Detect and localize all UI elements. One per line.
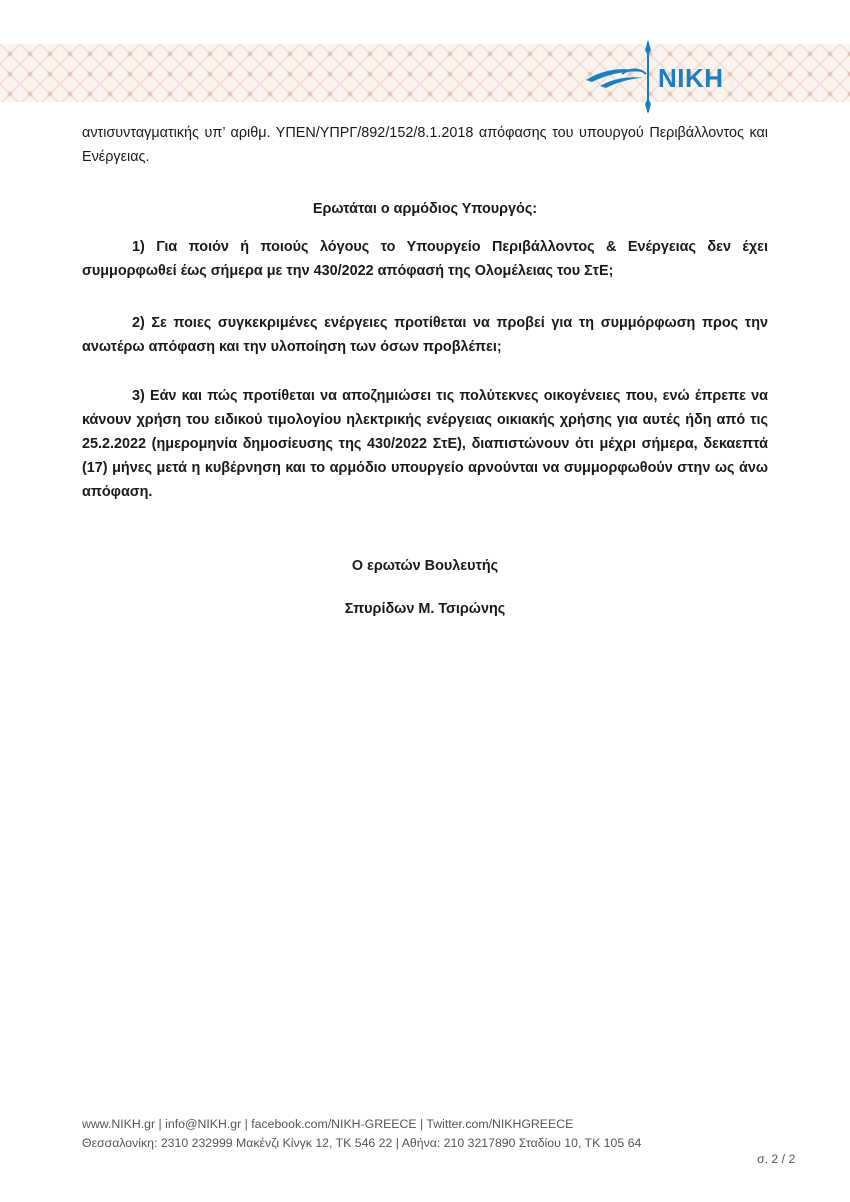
- footer: [82, 1115, 641, 1153]
- footer-address-line: Θεσσαλονίκη: 2310 232999 Μακένζι Κίνγκ 12, ΤΚ 546 22 | Αθήνα: 210 3217890 Σταδίου 10, ΤΚ 105 64: [82, 1136, 642, 1150]
- question-1: 1) Για ποιόν ή ποιούς λόγους το Υπουργείο Περιβάλλοντος & Ενέργειας δεν έχει συμμορφωθεί έως σήμερα με την 430/2022 απόφασή της Ολομέλειας του ΣτΕ;: [82, 239, 768, 279]
- footer-contact-line: www.NIKH.gr | info@NIKH.gr | facebook.com/NIKH-GREECE | Twitter.com/NIKHGREECE: [82, 1117, 574, 1131]
- page-number: σ. 2 / 2: [757, 1152, 796, 1166]
- question-2: 2) Σε ποιες συγκεκριμένες ενέργειες προτίθεται να προβεί για τη συμμόρφωση προς την ανωτέρω απόφαση και την υλοποίηση των όσων προβλέπει;: [82, 315, 768, 355]
- signature-title: Ο ερωτών Βουλευτής: [351, 558, 499, 574]
- questions-heading: Ερωτάται ο αρμόδιος Υπουργός:: [312, 201, 538, 217]
- logo-text: NIKH: [658, 63, 724, 93]
- signature-name: Σπυρίδων Μ. Τσιρώνης: [344, 601, 506, 617]
- intro-paragraph: αντισυνταγματικής υπ’ αριθμ. ΥΠΕΝ/ΥΠΡΓ/892/152/8.1.2018 απόφασης του υπουργού Περιβάλλοντος και Ενέργειας.: [82, 125, 768, 165]
- nikh-logo: [582, 40, 752, 114]
- question-3: 3) Εάν και πώς προτίθεται να αποζημιώσει τις πολύτεκνες οικογένειες που, ενώ έπρεπε να κάνουν χρήση του ειδικού τιμολογίου ηλεκτρικής ενέργειας οικιακής χρήσης για αυτές ήδη από τις 25.2.2022 (ημερομηνία δημοσίευσης της 430/2022 ΣτΕ), διαπιστώνουν ότι μέχρι σήμερα, δεκαεπτά (17) μήνες μετά η κυβέρνηση και το αρμόδιο υπουργείο αρνούνται να συμμορφωθούν στην ως άνω απόφαση.: [82, 388, 768, 500]
